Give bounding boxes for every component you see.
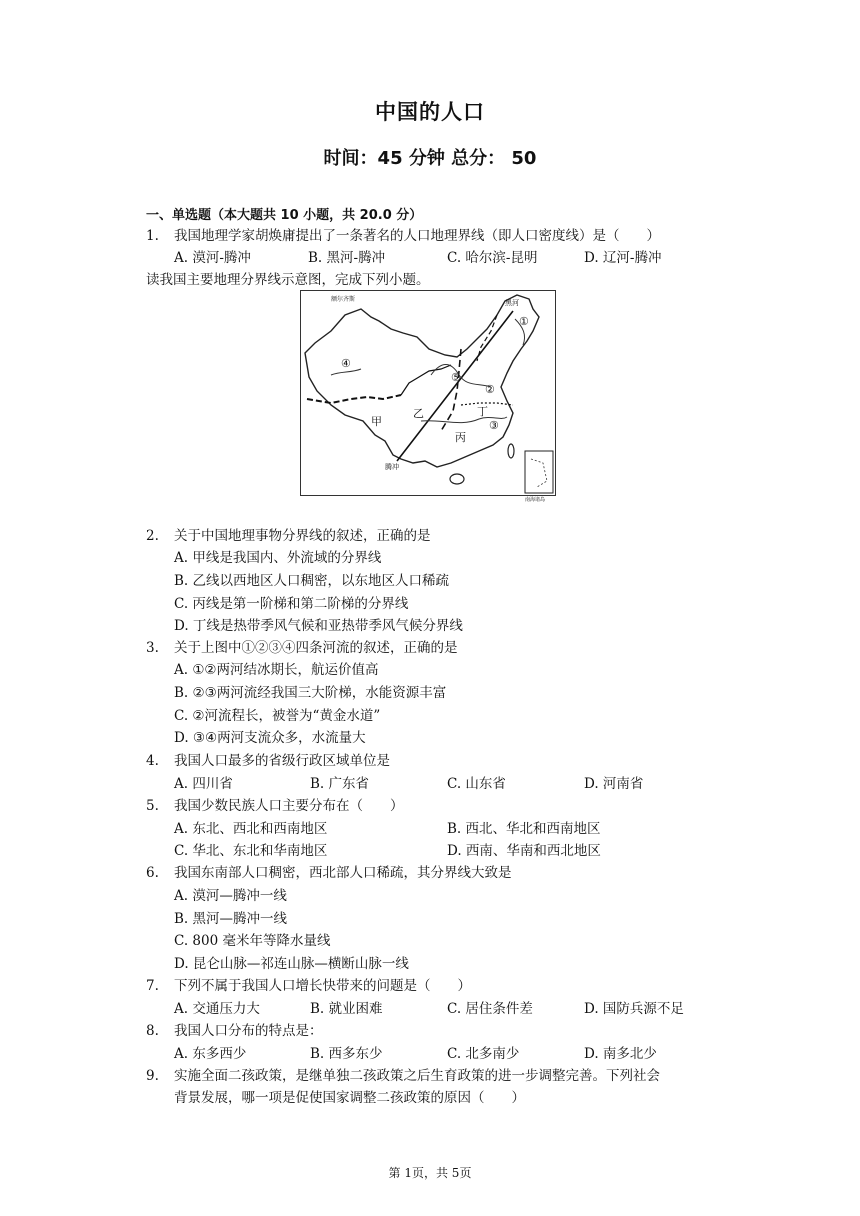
- question-number: 8.: [146, 1023, 159, 1039]
- question-text: 我国人口分布的特点是：: [174, 1023, 323, 1039]
- page-title: 中国的人口: [375, 100, 485, 124]
- map-label-1: ①: [519, 315, 529, 328]
- option-b[interactable]: B. 黑河-腾冲: [308, 250, 386, 266]
- line-yi: [401, 365, 451, 395]
- question-text: 关于中国地理事物分界线的叙述，正确的是: [174, 528, 431, 544]
- option-a[interactable]: A. ①②两河结冰期长，航运价值高: [174, 662, 379, 678]
- option-c[interactable]: C. 哈尔滨-昆明: [447, 250, 538, 266]
- question-text: 我国少数民族人口主要分布在（ ）: [174, 798, 404, 814]
- option-a[interactable]: A. 甲线是我国内、外流域的分界线: [174, 550, 382, 566]
- question-text: 下列不属于我国人口增长快带来的问题是（ ）: [174, 978, 471, 994]
- section-heading: 一、单选题（本大题共 10 小题，共 20.0 分）: [146, 208, 423, 223]
- option-b[interactable]: B. 西北、华北和西南地区: [447, 821, 601, 837]
- question-1-options: [0, 248, 860, 268]
- map-label-tengchong: 腾冲: [385, 463, 399, 471]
- question-text: 我国东南部人口稠密，西北部人口稀疏，其分界线大致是: [174, 865, 512, 881]
- map-drawing: [301, 291, 555, 503]
- question-number: 1.: [146, 228, 159, 244]
- page-footer: 第 1页，共 5页: [388, 1166, 472, 1180]
- option-b[interactable]: B. 黑河—腾冲一线: [174, 911, 288, 927]
- question-number: 3.: [146, 640, 159, 656]
- question-number: 7.: [146, 978, 159, 994]
- map-label-top-left: 额尔齐斯: [331, 296, 356, 303]
- exam-meta: 时间：45 分钟 总分： 50: [323, 148, 537, 169]
- option-c[interactable]: C. 华北、东北和华南地区: [174, 843, 328, 859]
- question-1: [0, 226, 860, 246]
- option-c[interactable]: C. 居住条件差: [447, 1001, 533, 1017]
- option-d[interactable]: D. 昆仑山脉—祁连山脉—横断山脉一线: [174, 956, 409, 972]
- option-c[interactable]: C. 丙线是第一阶梯和第二阶梯的分界线: [174, 596, 409, 612]
- option-b[interactable]: B. ②③两河流经我国三大阶梯，水能资源丰富: [174, 685, 447, 701]
- question-text: 我国地理学家胡焕庸提出了一条著名的人口地理界线（即人口密度线）是（ ）: [174, 228, 660, 244]
- south-sea-inset: [525, 451, 553, 493]
- option-a[interactable]: A. 漠河—腾冲一线: [174, 888, 287, 904]
- question-text: 关于上图中①②③④四条河流的叙述，正确的是: [174, 640, 458, 656]
- map-label-inset: 南海诸岛: [525, 497, 546, 503]
- option-c[interactable]: C. 800 毫米年等降水量线: [174, 933, 331, 949]
- option-a[interactable]: A. 东北、西北和西南地区: [174, 821, 328, 837]
- question-number: 6.: [146, 865, 159, 881]
- option-d[interactable]: D. 河南省: [584, 776, 644, 792]
- china-outline: [305, 295, 539, 467]
- map-label-4: ④: [341, 357, 351, 370]
- hainan-island: [450, 474, 464, 484]
- option-d[interactable]: D. 西南、华南和西北地区: [447, 843, 601, 859]
- question-text-continued: 背景发展，哪一项是促使国家调整二孩政策的原因（ ）: [174, 1090, 525, 1106]
- option-a[interactable]: A. 东多西少: [174, 1046, 247, 1062]
- map-label-5: ⑤: [451, 371, 461, 384]
- map-label-bing: 丙: [455, 431, 466, 444]
- line-jia: [307, 395, 401, 403]
- question-text: 我国人口最多的省级行政区域单位是: [174, 753, 390, 769]
- option-d[interactable]: D. 南多北少: [584, 1046, 657, 1062]
- option-b[interactable]: B. 广东省: [310, 776, 370, 792]
- inset-boundary: [531, 459, 547, 487]
- option-a[interactable]: A. 交通压力大: [174, 1001, 260, 1017]
- china-boundary-map: [300, 290, 556, 503]
- option-c[interactable]: C. ②河流程长，被誉为“黄金水道”: [174, 708, 381, 724]
- map-label-3: ③: [489, 419, 499, 432]
- question-number: 5.: [146, 798, 159, 814]
- question-number: 9.: [146, 1068, 159, 1084]
- map-label-ding: 丁: [477, 405, 488, 418]
- question-text: 实施全面二孩政策，是继单独二孩政策之后生育政策的进一步调整完善。下列社会: [174, 1068, 660, 1084]
- option-b[interactable]: B. 就业困难: [310, 1001, 383, 1017]
- map-label-2: ②: [485, 383, 495, 396]
- option-d[interactable]: D. ③④两河支流众多，水流量大: [174, 730, 366, 746]
- option-b[interactable]: B. 乙线以西地区人口稠密，以东地区人口稀疏: [174, 573, 450, 589]
- question-number: 2.: [146, 528, 159, 544]
- option-b[interactable]: B. 西多东少: [310, 1046, 383, 1062]
- map-label-yi: 乙: [413, 407, 424, 420]
- option-c[interactable]: C. 山东省: [447, 776, 506, 792]
- option-d[interactable]: D. 国防兵源不足: [584, 1001, 684, 1017]
- option-a[interactable]: A. 四川省: [174, 776, 233, 792]
- intro-text: 读我国主要地理分界线示意图，完成下列小题。: [146, 272, 430, 288]
- option-d[interactable]: D. 丁线是热带季风气候和亚热带季风气候分界线: [174, 618, 463, 634]
- question-number: 4.: [146, 753, 159, 769]
- taiwan-island: [508, 444, 514, 458]
- option-a[interactable]: A. 漠河-腾冲: [174, 250, 251, 266]
- river-2: [431, 365, 491, 388]
- map-label-jia: 甲: [371, 415, 382, 428]
- option-d[interactable]: D. 辽河-腾冲: [584, 250, 662, 266]
- map-label-heihe: 黑河: [505, 299, 519, 307]
- option-c[interactable]: C. 北多南少: [447, 1046, 520, 1062]
